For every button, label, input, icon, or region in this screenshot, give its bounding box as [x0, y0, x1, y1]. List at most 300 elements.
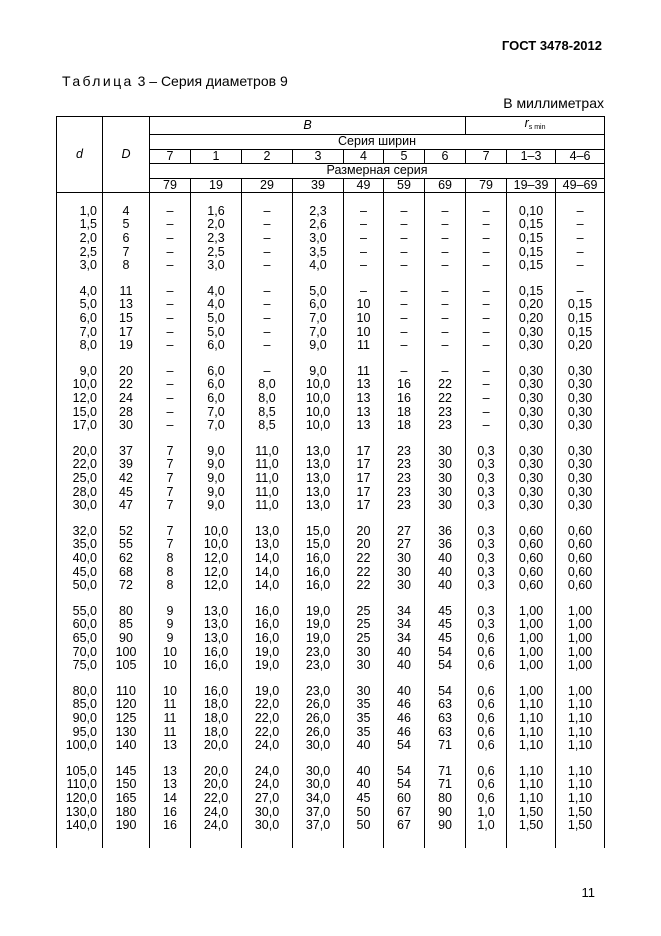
- spacer-cell: [466, 273, 507, 285]
- spacer-cell: [191, 353, 242, 365]
- table-row: [57, 566, 605, 580]
- cell-b-7: 9: [150, 605, 191, 619]
- cell-b-1: 9,0: [191, 486, 242, 500]
- cell-b-4: 10: [344, 326, 384, 340]
- cell-b-1: 7,0: [191, 419, 242, 433]
- cell-b-5: –: [384, 246, 425, 260]
- cell-b-5: 34: [384, 618, 425, 632]
- table-row: [57, 698, 605, 712]
- cell-b-2: 30,0: [242, 819, 293, 833]
- cell-b-6: –: [425, 312, 466, 326]
- cell-b-6: –: [425, 218, 466, 232]
- cell-r-7: 0,3: [466, 525, 507, 539]
- spacer-cell: [425, 673, 466, 685]
- width-series-1: 1: [191, 149, 242, 164]
- cell-b-3: 13,0: [293, 499, 344, 513]
- spacer-cell: [384, 593, 425, 605]
- cell-d: 130,0: [57, 806, 103, 820]
- cell-b-6: –: [425, 298, 466, 312]
- spacer-cell: [150, 513, 191, 525]
- cell-b-3: 19,0: [293, 632, 344, 646]
- cell-b-7: 9: [150, 618, 191, 632]
- cell-b-5: –: [384, 326, 425, 340]
- cell-r-4-6: 0,15: [556, 298, 605, 312]
- cell-d: 40,0: [57, 552, 103, 566]
- cell-r-7: 0,3: [466, 605, 507, 619]
- cell-d: 4,0: [57, 285, 103, 299]
- cell-b-6: 63: [425, 726, 466, 740]
- table-row: [57, 298, 605, 312]
- cell-r-7: –: [466, 298, 507, 312]
- cell-b-4: 10: [344, 312, 384, 326]
- cell-r-7: 1,0: [466, 819, 507, 833]
- col-header-r: [466, 117, 605, 135]
- cell-b-5: –: [384, 312, 425, 326]
- cell-b-6: 90: [425, 819, 466, 833]
- cell-b-1: 4,0: [191, 298, 242, 312]
- spacer-cell: [507, 833, 556, 848]
- cell-r-4-6: 0,30: [556, 472, 605, 486]
- size-series-1: 19: [191, 178, 242, 193]
- spacer-cell: [242, 673, 293, 685]
- width-series-3: 3: [293, 149, 344, 164]
- cell-b-6: 22: [425, 378, 466, 392]
- spacer-cell: [242, 273, 293, 285]
- cell-b-5: 60: [384, 792, 425, 806]
- cell-D: 11: [103, 285, 150, 299]
- spacer-cell: [150, 833, 191, 848]
- spacer-cell: [507, 193, 556, 205]
- cell-b-1: 13,0: [191, 605, 242, 619]
- cell-b-4: 50: [344, 819, 384, 833]
- cell-b-6: 63: [425, 712, 466, 726]
- col-header-d: d: [57, 117, 103, 193]
- cell-D: 100: [103, 646, 150, 660]
- cell-b-3: 30,0: [293, 765, 344, 779]
- cell-r-4-6: 0,30: [556, 365, 605, 379]
- cell-r-4-6: 1,00: [556, 618, 605, 632]
- cell-b-7: 8: [150, 579, 191, 593]
- spacer-cell: [466, 513, 507, 525]
- cell-b-6: –: [425, 339, 466, 353]
- cell-b-5: –: [384, 205, 425, 219]
- cell-b-3: 10,0: [293, 419, 344, 433]
- cell-b-3: 34,0: [293, 792, 344, 806]
- cell-D: 110: [103, 685, 150, 699]
- cell-b-3: 19,0: [293, 618, 344, 632]
- spacer-row: [57, 433, 605, 445]
- cell-b-7: –: [150, 218, 191, 232]
- cell-r-4-6: 0,60: [556, 552, 605, 566]
- cell-r-4-6: 1,10: [556, 739, 605, 753]
- cell-b-7: 7: [150, 458, 191, 472]
- cell-D: 42: [103, 472, 150, 486]
- cell-r-1-3: 0,60: [507, 552, 556, 566]
- cell-b-6: 90: [425, 806, 466, 820]
- cell-b-3: 30,0: [293, 778, 344, 792]
- table-row: [57, 326, 605, 340]
- col-header-D: D: [103, 117, 150, 193]
- cell-b-1: 4,0: [191, 285, 242, 299]
- cell-d: 7,0: [57, 326, 103, 340]
- cell-b-1: 9,0: [191, 472, 242, 486]
- cell-b-6: 54: [425, 659, 466, 673]
- cell-b-4: 25: [344, 618, 384, 632]
- spacer-cell: [556, 593, 605, 605]
- cell-b-6: 30: [425, 499, 466, 513]
- cell-b-5: 46: [384, 698, 425, 712]
- cell-b-1: 18,0: [191, 712, 242, 726]
- cell-b-6: 45: [425, 618, 466, 632]
- cell-b-5: 54: [384, 739, 425, 753]
- cell-b-4: 40: [344, 778, 384, 792]
- cell-r-1-3: 1,00: [507, 605, 556, 619]
- cell-b-6: 40: [425, 552, 466, 566]
- cell-r-4-6: 1,10: [556, 698, 605, 712]
- spacer-row: [57, 753, 605, 765]
- cell-D: 8: [103, 259, 150, 273]
- table-row: [57, 406, 605, 420]
- cell-b-3: 10,0: [293, 406, 344, 420]
- cell-b-3: 13,0: [293, 472, 344, 486]
- cell-b-5: –: [384, 259, 425, 273]
- spacer-cell: [344, 353, 384, 365]
- cell-b-3: 26,0: [293, 712, 344, 726]
- cell-b-7: 13: [150, 765, 191, 779]
- spacer-cell: [293, 273, 344, 285]
- spacer-cell: [293, 193, 344, 205]
- cell-r-1-3: 1,00: [507, 659, 556, 673]
- cell-b-6: 71: [425, 778, 466, 792]
- table-row: [57, 792, 605, 806]
- width-series-8: 1–3: [507, 149, 556, 164]
- cell-d: 50,0: [57, 579, 103, 593]
- cell-b-6: 54: [425, 646, 466, 660]
- cell-r-1-3: 0,60: [507, 525, 556, 539]
- table-row: [57, 685, 605, 699]
- width-series-6: 6: [425, 149, 466, 164]
- cell-D: 85: [103, 618, 150, 632]
- cell-b-7: –: [150, 246, 191, 260]
- cell-b-4: 22: [344, 566, 384, 580]
- cell-r-7: 0,6: [466, 712, 507, 726]
- table-row: [57, 458, 605, 472]
- cell-b-7: 16: [150, 819, 191, 833]
- cell-r-4-6: –: [556, 218, 605, 232]
- spacer-cell: [150, 673, 191, 685]
- spacer-cell: [384, 833, 425, 848]
- cell-D: 80: [103, 605, 150, 619]
- cell-b-5: 30: [384, 552, 425, 566]
- cell-r-4-6: 0,30: [556, 499, 605, 513]
- cell-r-1-3: 0,30: [507, 458, 556, 472]
- cell-r-1-3: 1,10: [507, 726, 556, 740]
- cell-b-5: 40: [384, 659, 425, 673]
- cell-D: 52: [103, 525, 150, 539]
- cell-b-6: 36: [425, 525, 466, 539]
- cell-d: 15,0: [57, 406, 103, 420]
- cell-b-4: 13: [344, 392, 384, 406]
- cell-r-7: 0,3: [466, 499, 507, 513]
- cell-D: 68: [103, 566, 150, 580]
- cell-d: 140,0: [57, 819, 103, 833]
- cell-r-7: 0,3: [466, 538, 507, 552]
- width-series-5: 5: [384, 149, 425, 164]
- cell-r-1-3: 0,60: [507, 566, 556, 580]
- size-series-label: Размерная серия: [150, 164, 605, 179]
- cell-b-3: 16,0: [293, 552, 344, 566]
- spacer-cell: [344, 193, 384, 205]
- table-row: [57, 312, 605, 326]
- cell-b-2: 16,0: [242, 632, 293, 646]
- cell-b-5: 27: [384, 538, 425, 552]
- cell-b-4: 40: [344, 765, 384, 779]
- cell-b-1: 3,0: [191, 259, 242, 273]
- cell-D: 55: [103, 538, 150, 552]
- cell-b-3: 19,0: [293, 605, 344, 619]
- cell-b-4: –: [344, 285, 384, 299]
- cell-b-7: –: [150, 205, 191, 219]
- cell-b-1: 6,0: [191, 339, 242, 353]
- spacer-cell: [466, 433, 507, 445]
- cell-b-7: 13: [150, 778, 191, 792]
- cell-b-7: 11: [150, 726, 191, 740]
- cell-b-1: 2,3: [191, 232, 242, 246]
- cell-b-6: –: [425, 365, 466, 379]
- cell-b-7: 7: [150, 538, 191, 552]
- cell-b-5: 23: [384, 499, 425, 513]
- cell-r-7: 0,6: [466, 765, 507, 779]
- cell-b-1: 10,0: [191, 538, 242, 552]
- cell-b-1: 24,0: [191, 819, 242, 833]
- cell-b-2: 11,0: [242, 486, 293, 500]
- cell-r-4-6: 1,00: [556, 659, 605, 673]
- cell-r-1-3: 1,00: [507, 685, 556, 699]
- cell-b-1: 22,0: [191, 792, 242, 806]
- cell-b-1: 16,0: [191, 659, 242, 673]
- cell-b-5: –: [384, 218, 425, 232]
- cell-b-2: –: [242, 312, 293, 326]
- spacer-cell: [242, 753, 293, 765]
- cell-r-7: 0,6: [466, 792, 507, 806]
- spacer-cell: [191, 193, 242, 205]
- cell-b-3: 23,0: [293, 659, 344, 673]
- spacer-cell: [556, 353, 605, 365]
- spacer-cell: [425, 193, 466, 205]
- cell-r-7: 0,6: [466, 739, 507, 753]
- cell-r-1-3: 1,50: [507, 806, 556, 820]
- cell-r-4-6: –: [556, 285, 605, 299]
- cell-r-7: –: [466, 259, 507, 273]
- cell-b-4: 30: [344, 685, 384, 699]
- spacer-cell: [556, 273, 605, 285]
- spacer-cell: [344, 513, 384, 525]
- cell-r-4-6: –: [556, 205, 605, 219]
- width-series-2: 2: [242, 149, 293, 164]
- cell-b-6: 54: [425, 685, 466, 699]
- cell-d: 65,0: [57, 632, 103, 646]
- cell-b-2: –: [242, 232, 293, 246]
- cell-b-2: 22,0: [242, 698, 293, 712]
- cell-b-7: 7: [150, 445, 191, 459]
- cell-b-2: 16,0: [242, 618, 293, 632]
- cell-b-5: 40: [384, 685, 425, 699]
- cell-r-1-3: 1,10: [507, 712, 556, 726]
- spacer-cell: [103, 753, 150, 765]
- cell-d: 9,0: [57, 365, 103, 379]
- cell-b-4: 25: [344, 605, 384, 619]
- cell-b-2: 22,0: [242, 712, 293, 726]
- cell-b-4: –: [344, 218, 384, 232]
- cell-D: 125: [103, 712, 150, 726]
- cell-b-7: 10: [150, 685, 191, 699]
- cell-b-1: 10,0: [191, 525, 242, 539]
- table-row: [57, 378, 605, 392]
- table-row: [57, 739, 605, 753]
- cell-b-3: 23,0: [293, 685, 344, 699]
- spacer-cell: [344, 593, 384, 605]
- cell-D: 17: [103, 326, 150, 340]
- cell-d: 28,0: [57, 486, 103, 500]
- cell-b-2: 14,0: [242, 579, 293, 593]
- cell-b-5: 16: [384, 378, 425, 392]
- cell-b-3: 9,0: [293, 339, 344, 353]
- cell-b-7: –: [150, 392, 191, 406]
- cell-r-1-3: 0,30: [507, 326, 556, 340]
- cell-r-7: 0,3: [466, 458, 507, 472]
- size-series-7: 79: [466, 178, 507, 193]
- cell-b-6: –: [425, 232, 466, 246]
- cell-b-4: 11: [344, 339, 384, 353]
- cell-b-2: 24,0: [242, 739, 293, 753]
- cell-b-2: 24,0: [242, 778, 293, 792]
- cell-d: 60,0: [57, 618, 103, 632]
- cell-b-5: 34: [384, 605, 425, 619]
- spacer-cell: [57, 673, 103, 685]
- cell-D: 62: [103, 552, 150, 566]
- cell-b-2: 24,0: [242, 765, 293, 779]
- spacer-cell: [556, 833, 605, 848]
- cell-d: 12,0: [57, 392, 103, 406]
- spacer-cell: [191, 273, 242, 285]
- cell-b-3: 16,0: [293, 579, 344, 593]
- cell-r-1-3: 1,10: [507, 698, 556, 712]
- cell-b-1: 16,0: [191, 646, 242, 660]
- cell-b-6: 23: [425, 419, 466, 433]
- size-series-0: 79: [150, 178, 191, 193]
- cell-b-3: 7,0: [293, 312, 344, 326]
- cell-b-3: 9,0: [293, 365, 344, 379]
- spacer-cell: [293, 513, 344, 525]
- spacer-cell: [556, 753, 605, 765]
- cell-D: 105: [103, 659, 150, 673]
- cell-b-5: 23: [384, 472, 425, 486]
- spacer-cell: [425, 273, 466, 285]
- spacer-cell: [466, 833, 507, 848]
- cell-b-3: 6,0: [293, 298, 344, 312]
- cell-r-4-6: 0,30: [556, 445, 605, 459]
- cell-b-4: 20: [344, 538, 384, 552]
- spacer-cell: [57, 273, 103, 285]
- width-series-9: 4–6: [556, 149, 605, 164]
- cell-r-1-3: 0,30: [507, 365, 556, 379]
- spacer-cell: [293, 833, 344, 848]
- cell-b-6: 63: [425, 698, 466, 712]
- cell-r-1-3: 0,30: [507, 392, 556, 406]
- cell-b-2: –: [242, 298, 293, 312]
- cell-b-5: 23: [384, 486, 425, 500]
- cell-b-4: –: [344, 246, 384, 260]
- spacer-cell: [507, 353, 556, 365]
- cell-D: 145: [103, 765, 150, 779]
- spacer-cell: [191, 753, 242, 765]
- cell-b-7: –: [150, 285, 191, 299]
- cell-r-4-6: 0,15: [556, 312, 605, 326]
- spacer-cell: [242, 513, 293, 525]
- cell-r-7: –: [466, 365, 507, 379]
- table-row: [57, 525, 605, 539]
- cell-D: 150: [103, 778, 150, 792]
- spacer-cell: [507, 673, 556, 685]
- spacer-cell: [191, 513, 242, 525]
- cell-r-4-6: –: [556, 259, 605, 273]
- cell-D: 180: [103, 806, 150, 820]
- cell-b-1: 20,0: [191, 778, 242, 792]
- cell-b-1: 6,0: [191, 378, 242, 392]
- cell-b-3: 10,0: [293, 378, 344, 392]
- cell-b-2: 11,0: [242, 499, 293, 513]
- spacer-cell: [57, 513, 103, 525]
- spacer-cell: [103, 513, 150, 525]
- cell-D: 90: [103, 632, 150, 646]
- cell-b-4: 20: [344, 525, 384, 539]
- width-series-4: 4: [344, 149, 384, 164]
- cell-r-1-3: 0,30: [507, 472, 556, 486]
- cell-r-7: 0,3: [466, 579, 507, 593]
- cell-r-4-6: 1,50: [556, 819, 605, 833]
- spacer-cell: [242, 193, 293, 205]
- cell-b-6: 71: [425, 765, 466, 779]
- spacer-cell: [293, 433, 344, 445]
- table-caption-label: Таблица: [62, 73, 134, 89]
- spacer-cell: [57, 593, 103, 605]
- spacer-cell: [556, 673, 605, 685]
- cell-b-1: 12,0: [191, 552, 242, 566]
- cell-b-4: –: [344, 232, 384, 246]
- spacer-cell: [103, 193, 150, 205]
- spacer-cell: [242, 593, 293, 605]
- spacer-row: [57, 193, 605, 205]
- cell-r-4-6: –: [556, 246, 605, 260]
- size-series-5: 59: [384, 178, 425, 193]
- cell-r-1-3: 1,00: [507, 632, 556, 646]
- cell-b-2: –: [242, 246, 293, 260]
- cell-D: 24: [103, 392, 150, 406]
- cell-r-7: –: [466, 419, 507, 433]
- cell-b-3: 10,0: [293, 392, 344, 406]
- cell-b-2: 13,0: [242, 538, 293, 552]
- spacer-cell: [57, 433, 103, 445]
- cell-r-7: 0,3: [466, 472, 507, 486]
- cell-b-2: –: [242, 285, 293, 299]
- spacer-cell: [293, 673, 344, 685]
- table-row: [57, 499, 605, 513]
- cell-r-4-6: 0,60: [556, 566, 605, 580]
- table-row: [57, 618, 605, 632]
- cell-b-2: 27,0: [242, 792, 293, 806]
- table-row: [57, 232, 605, 246]
- table-row: [57, 472, 605, 486]
